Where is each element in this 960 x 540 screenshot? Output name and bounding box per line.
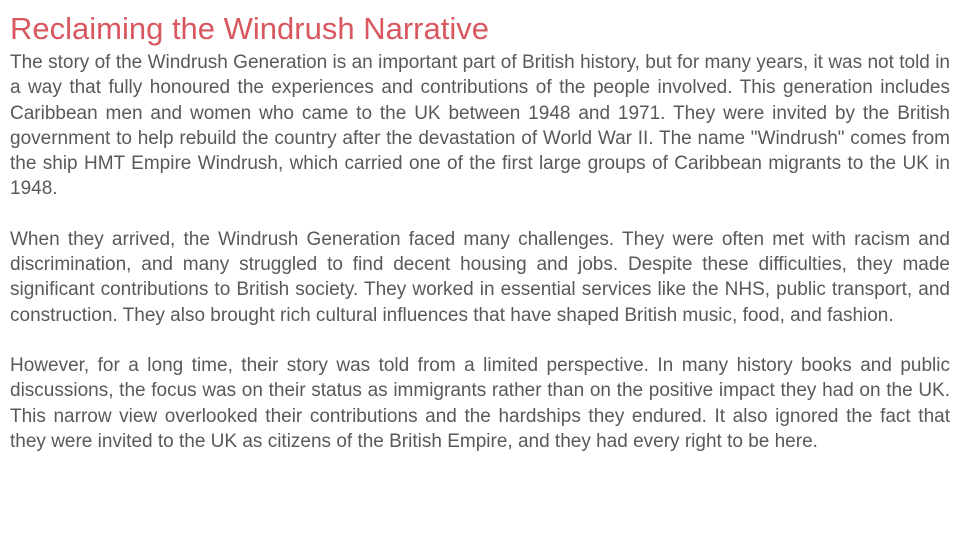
- paragraph-3: However, for a long time, their story was told from a limited perspective. In many history books and public discussions, the focus was on their status as immigrants rather than on the positive impact they had on the UK. This narrow view overlooked their contributions and the hardships they endured. It also ignored the fact that they were invited to the UK as citizens of the British Empire, and they had every right to be here.: [10, 354, 950, 452]
- paragraph-1: The story of the Windrush Generation is an important part of British history, but for many years, it was not told in a way that fully honoured the experiences and contributions of the people involved. This generation includes Caribbean men and women who came to the UK between 1948 and 1971. They were invited by the British government to help rebuild the country after the devastation of World War II. The name "Windrush" comes from the ship HMT Empire Windrush, which carried one of the first large groups of Caribbean migrants to the UK in 1948.: [10, 52, 950, 200]
- paragraph-2: When they arrived, the Windrush Generation faced many challenges. They were often met with racism and discrimination, and many struggled to find decent housing and jobs. Despite these difficulties, they made significant contributions to British society. They worked in essential services like the NHS, public transport, and construction. They also brought rich cultural influences that have shaped British music, food, and fashion.: [10, 228, 950, 326]
- page-title: Reclaiming the Windrush Narrative: [10, 11, 489, 46]
